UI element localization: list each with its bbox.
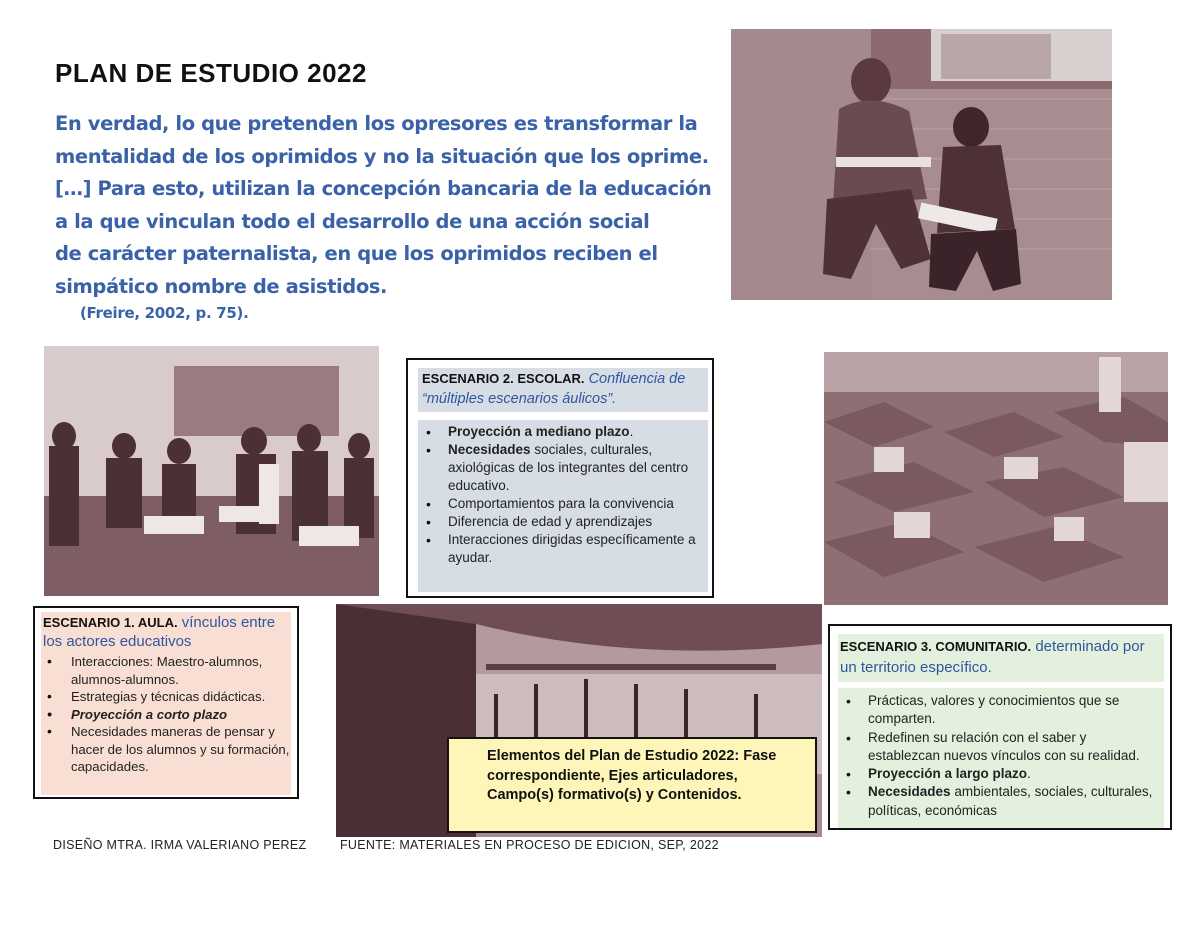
- list-item: • Necesidades sociales, culturales, axiológicas de los integrantes del centro educativo.: [420, 441, 706, 495]
- list-item: • Interacciones: Maestro-alumnos, alumnos-alumnos.: [41, 653, 293, 688]
- source-note: FUENTE: MATERIALES EN PROCESO DE EDICION, SEP, 2022: [340, 838, 719, 852]
- quote-line: En verdad, lo que pretenden los opresores es transformar la: [55, 112, 698, 135]
- photo-classroom: [44, 346, 379, 596]
- escenario-3-box: [828, 624, 1172, 830]
- list-item: • Redefinen su relación con el saber y establezcan nuevos vínculos con su realidad.: [840, 729, 1162, 766]
- list-item: • Proyección a corto plazo: [41, 706, 293, 724]
- freire-quote: [55, 108, 712, 303]
- escenario-3-list: [840, 692, 1162, 820]
- quote-line: a la que vinculan todo el desarrollo de una acción social: [55, 209, 650, 233]
- plan-elements-box: [447, 737, 817, 833]
- list-item: • Diferencia de edad y aprendizajes: [420, 513, 706, 531]
- list-item: • Necesidades ambientales, sociales, culturales, políticas, económicas: [840, 783, 1162, 820]
- escenario-2-header: [422, 369, 706, 409]
- escenario-3-subtitle: determinado por un territorio específico.: [840, 638, 1145, 676]
- escenario-2-subtitle: Confluencia de “múltiples escenarios áulicos”.: [422, 371, 686, 407]
- escenario-1-label: ESCENARIO 1. AULA.: [43, 615, 178, 630]
- escenario-1-header: [43, 613, 293, 651]
- quote-line: […] Para esto, utilizan la concepción bancaria de la educación: [55, 177, 712, 200]
- escenario-1-list: [41, 653, 293, 776]
- design-credit: DISEÑO MTRA. IRMA VALERIANO PEREZ: [53, 838, 307, 852]
- list-item: • Estrategias y técnicas didácticas.: [41, 688, 293, 706]
- photo-village-rooftops: [824, 352, 1168, 605]
- list-item: • Interacciones dirigidas específicamente a ayudar.: [420, 531, 706, 567]
- plan-elements-text: Elementos del Plan de Estudio 2022: Fase correspondiente, Ejes articuladores, Campo(s) formativo(s) y Contenidos.: [487, 748, 777, 803]
- escenario-1-box: [33, 606, 299, 799]
- escenario-2-list: [420, 423, 706, 567]
- list-item: • Proyección a largo plazo.: [840, 765, 1162, 783]
- escenario-2-box: [406, 358, 714, 598]
- escenario-3-label: ESCENARIO 3. COMUNITARIO.: [840, 639, 1032, 654]
- list-item: • Necesidades maneras de pensar y hacer de los alumnos y su formación, capacidades.: [41, 723, 293, 776]
- escenario-3-header: [840, 636, 1162, 678]
- list-item: • Proyección a mediano plazo.: [420, 423, 706, 441]
- quote-line: de carácter paternalista, en que los oprimidos reciben el: [55, 242, 658, 265]
- escenario-1-subtitle: vínculos entre los actores educativos: [43, 614, 276, 650]
- list-item: • Prácticas, valores y conocimientos que se comparten.: [840, 692, 1162, 729]
- quote-line: mentalidad de los oprimidos y no la situación que los oprime.: [55, 144, 709, 168]
- quote-line: simpático nombre de asistidos.: [55, 274, 388, 298]
- escenario-2-label: ESCENARIO 2. ESCOLAR.: [422, 371, 585, 386]
- quote-citation: (Freire, 2002, p. 75).: [80, 304, 249, 322]
- list-item: • Comportamientos para la convivencia: [420, 495, 706, 513]
- photo-reading-on-steps: [731, 29, 1112, 300]
- page-title: PLAN DE ESTUDIO 2022: [55, 58, 367, 88]
